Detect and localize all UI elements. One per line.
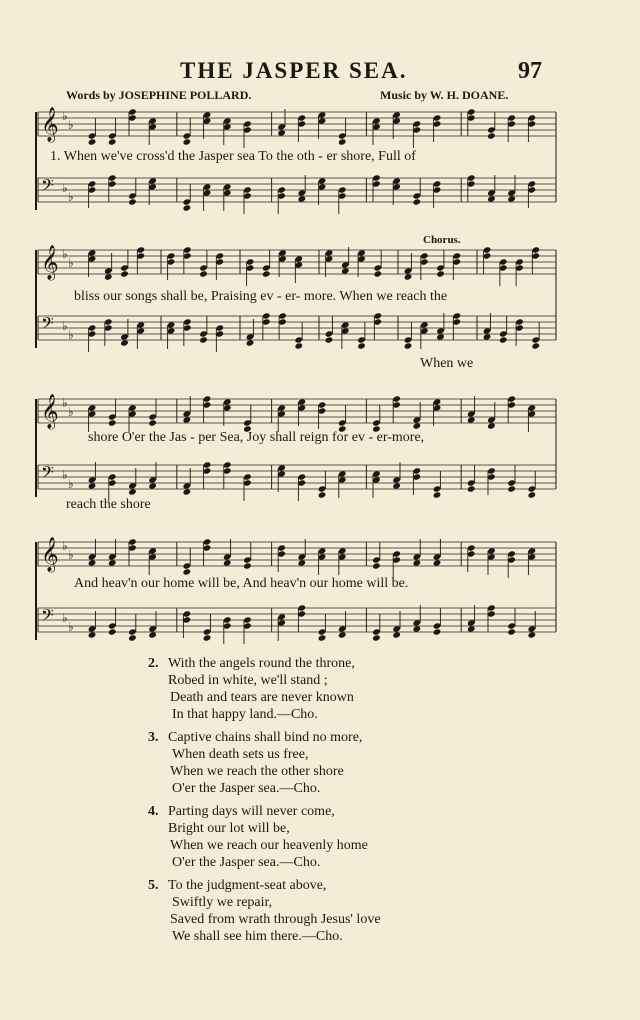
note-head — [318, 491, 327, 498]
note-head — [507, 628, 516, 635]
note-head — [183, 488, 192, 495]
note-head — [120, 270, 129, 277]
note-head — [128, 198, 137, 205]
verse-line: Death and tears are never known — [170, 690, 354, 705]
flat-sign: ♭ — [68, 118, 74, 132]
note-head — [88, 631, 97, 638]
note-head — [528, 631, 537, 638]
note-head — [487, 195, 496, 202]
flat-sign: ♭ — [62, 611, 68, 625]
note-head — [108, 419, 117, 426]
note-head — [262, 270, 271, 277]
note-head — [373, 270, 382, 277]
verse-line: We shall see him there.—Cho. — [172, 929, 343, 944]
note-head — [148, 419, 157, 426]
verse-line: To the judgment-seat above, — [168, 878, 327, 893]
note-head — [487, 132, 496, 139]
verse-line: Robed in white, we'll stand ; — [168, 673, 328, 688]
verse-2 — [148, 655, 381, 723]
note-head — [243, 562, 252, 569]
hymn-title: THE JASPER SEA. — [180, 58, 408, 83]
page-number: 97 — [518, 58, 542, 84]
verse-line: When death sets us free, — [172, 747, 309, 762]
note-head — [467, 485, 476, 492]
music-system-3 — [0, 387, 640, 507]
note-head — [203, 634, 212, 641]
verse-line: O'er the Jasper sea.—Cho. — [172, 855, 321, 870]
note-head — [148, 482, 157, 489]
flat-sign: ♭ — [62, 396, 68, 410]
note-head — [372, 562, 381, 569]
note-head — [372, 634, 381, 641]
note-head — [318, 634, 327, 641]
treble-clef: 𝄞 — [41, 245, 59, 280]
note-head — [404, 342, 413, 349]
verse-line: When we reach our heavenly home — [170, 838, 368, 853]
note-head — [483, 333, 492, 340]
note-head — [392, 482, 401, 489]
flat-sign: ♭ — [68, 548, 74, 562]
note-head — [436, 333, 445, 340]
note-head — [128, 634, 137, 641]
note-head — [223, 559, 232, 566]
flat-sign: ♭ — [68, 477, 74, 491]
note-head — [507, 195, 516, 202]
lyrics-line-2: bliss our songs shall be, Praising ev - er- more. When we reach the — [74, 289, 448, 304]
treble-clef: 𝄞 — [41, 394, 59, 429]
note-head — [499, 336, 508, 343]
verse-4 — [148, 803, 381, 871]
verses — [148, 655, 381, 951]
note-head — [413, 625, 422, 632]
flat-sign: ♭ — [62, 468, 68, 482]
note-head — [413, 198, 422, 205]
note-head — [128, 488, 137, 495]
lyrics-line-1: 1. When we've cross'd the Jasper sea To the oth - er shore, Full of — [50, 149, 416, 164]
verse-line: Swiftly we repair, — [172, 895, 273, 910]
note-head — [433, 491, 442, 498]
note-head — [199, 270, 208, 277]
flat-sign: ♭ — [62, 109, 68, 123]
note-head — [199, 336, 208, 343]
note-head — [183, 138, 192, 145]
music-credit: Music by W. H. DOANE. — [380, 88, 509, 102]
lyrics-line-2b: When we — [420, 356, 474, 371]
flat-sign: ♭ — [62, 247, 68, 261]
flat-sign: ♭ — [62, 181, 68, 195]
bass-clef: 𝄢 — [41, 175, 54, 199]
note-head — [88, 482, 97, 489]
note-head — [298, 559, 307, 566]
verse-line: Captive chains shall bind no more, — [168, 730, 363, 745]
verse-number: 2. — [148, 656, 159, 671]
verse-line: When we reach the other shore — [170, 764, 344, 779]
note-head — [338, 138, 347, 145]
note-head — [487, 422, 496, 429]
note-head — [531, 342, 540, 349]
note-head — [507, 485, 516, 492]
chorus-label: Chorus. — [423, 234, 461, 246]
note-head — [108, 138, 117, 145]
note-head — [404, 273, 413, 280]
verse-line: Saved from wrath through Jesus' love — [170, 912, 381, 927]
lyrics-line-3b: reach the shore — [66, 497, 151, 512]
note-head — [413, 422, 422, 429]
verse-line: Bright our lot will be, — [168, 821, 290, 836]
bass-clef: 𝄢 — [41, 313, 54, 337]
note-head — [467, 416, 476, 423]
verse-number: 5. — [148, 878, 159, 893]
note-head — [433, 559, 442, 566]
flat-sign: ♭ — [68, 256, 74, 270]
note-head — [392, 631, 401, 638]
note-head — [528, 491, 537, 498]
note-head — [413, 559, 422, 566]
note-head — [298, 195, 307, 202]
verse-number: 3. — [148, 730, 159, 745]
verse-number: 4. — [148, 804, 159, 819]
note-head — [467, 625, 476, 632]
note-head — [183, 204, 192, 211]
note-head — [88, 559, 97, 566]
note-head — [338, 631, 347, 638]
note-head — [294, 342, 303, 349]
note-head — [433, 628, 442, 635]
verse-5 — [148, 877, 381, 945]
flat-sign: ♭ — [68, 190, 74, 204]
verse-line: O'er the Jasper sea.—Cho. — [172, 781, 321, 796]
note-head — [436, 270, 445, 277]
verse-3 — [148, 729, 381, 797]
verse-line: With the angels round the throne, — [168, 656, 355, 671]
note-head — [120, 339, 129, 346]
note-head — [148, 631, 157, 638]
flat-sign: ♭ — [62, 319, 68, 333]
note-head — [341, 267, 350, 274]
note-head — [357, 342, 366, 349]
flat-sign: ♭ — [68, 405, 74, 419]
note-head — [183, 416, 192, 423]
words-credit: Words by JOSEPHINE POLLARD. — [66, 88, 252, 102]
note-head — [277, 129, 286, 136]
note-head — [183, 568, 192, 575]
note-head — [325, 336, 334, 343]
verse-line: In that happy land.—Cho. — [172, 707, 318, 722]
note-head — [88, 138, 97, 145]
note-head — [104, 273, 113, 280]
lyrics-line-3: shore O'er the Jas - per Sea, Joy shall reign for ev - er-more, — [88, 430, 425, 445]
verse-line: Parting days will never come, — [168, 804, 335, 819]
bass-clef: 𝄢 — [41, 605, 54, 629]
lyrics-line-4: And heav'n our home will be, And heav'n our home will be. — [74, 576, 409, 591]
note-head — [108, 628, 117, 635]
treble-clef: 𝄞 — [41, 537, 59, 572]
flat-sign: ♭ — [62, 539, 68, 553]
note-head — [108, 559, 117, 566]
treble-clef: 𝄞 — [41, 107, 59, 142]
bass-clef: 𝄢 — [41, 462, 54, 486]
flat-sign: ♭ — [68, 620, 74, 634]
note-head — [246, 339, 255, 346]
flat-sign: ♭ — [68, 328, 74, 342]
